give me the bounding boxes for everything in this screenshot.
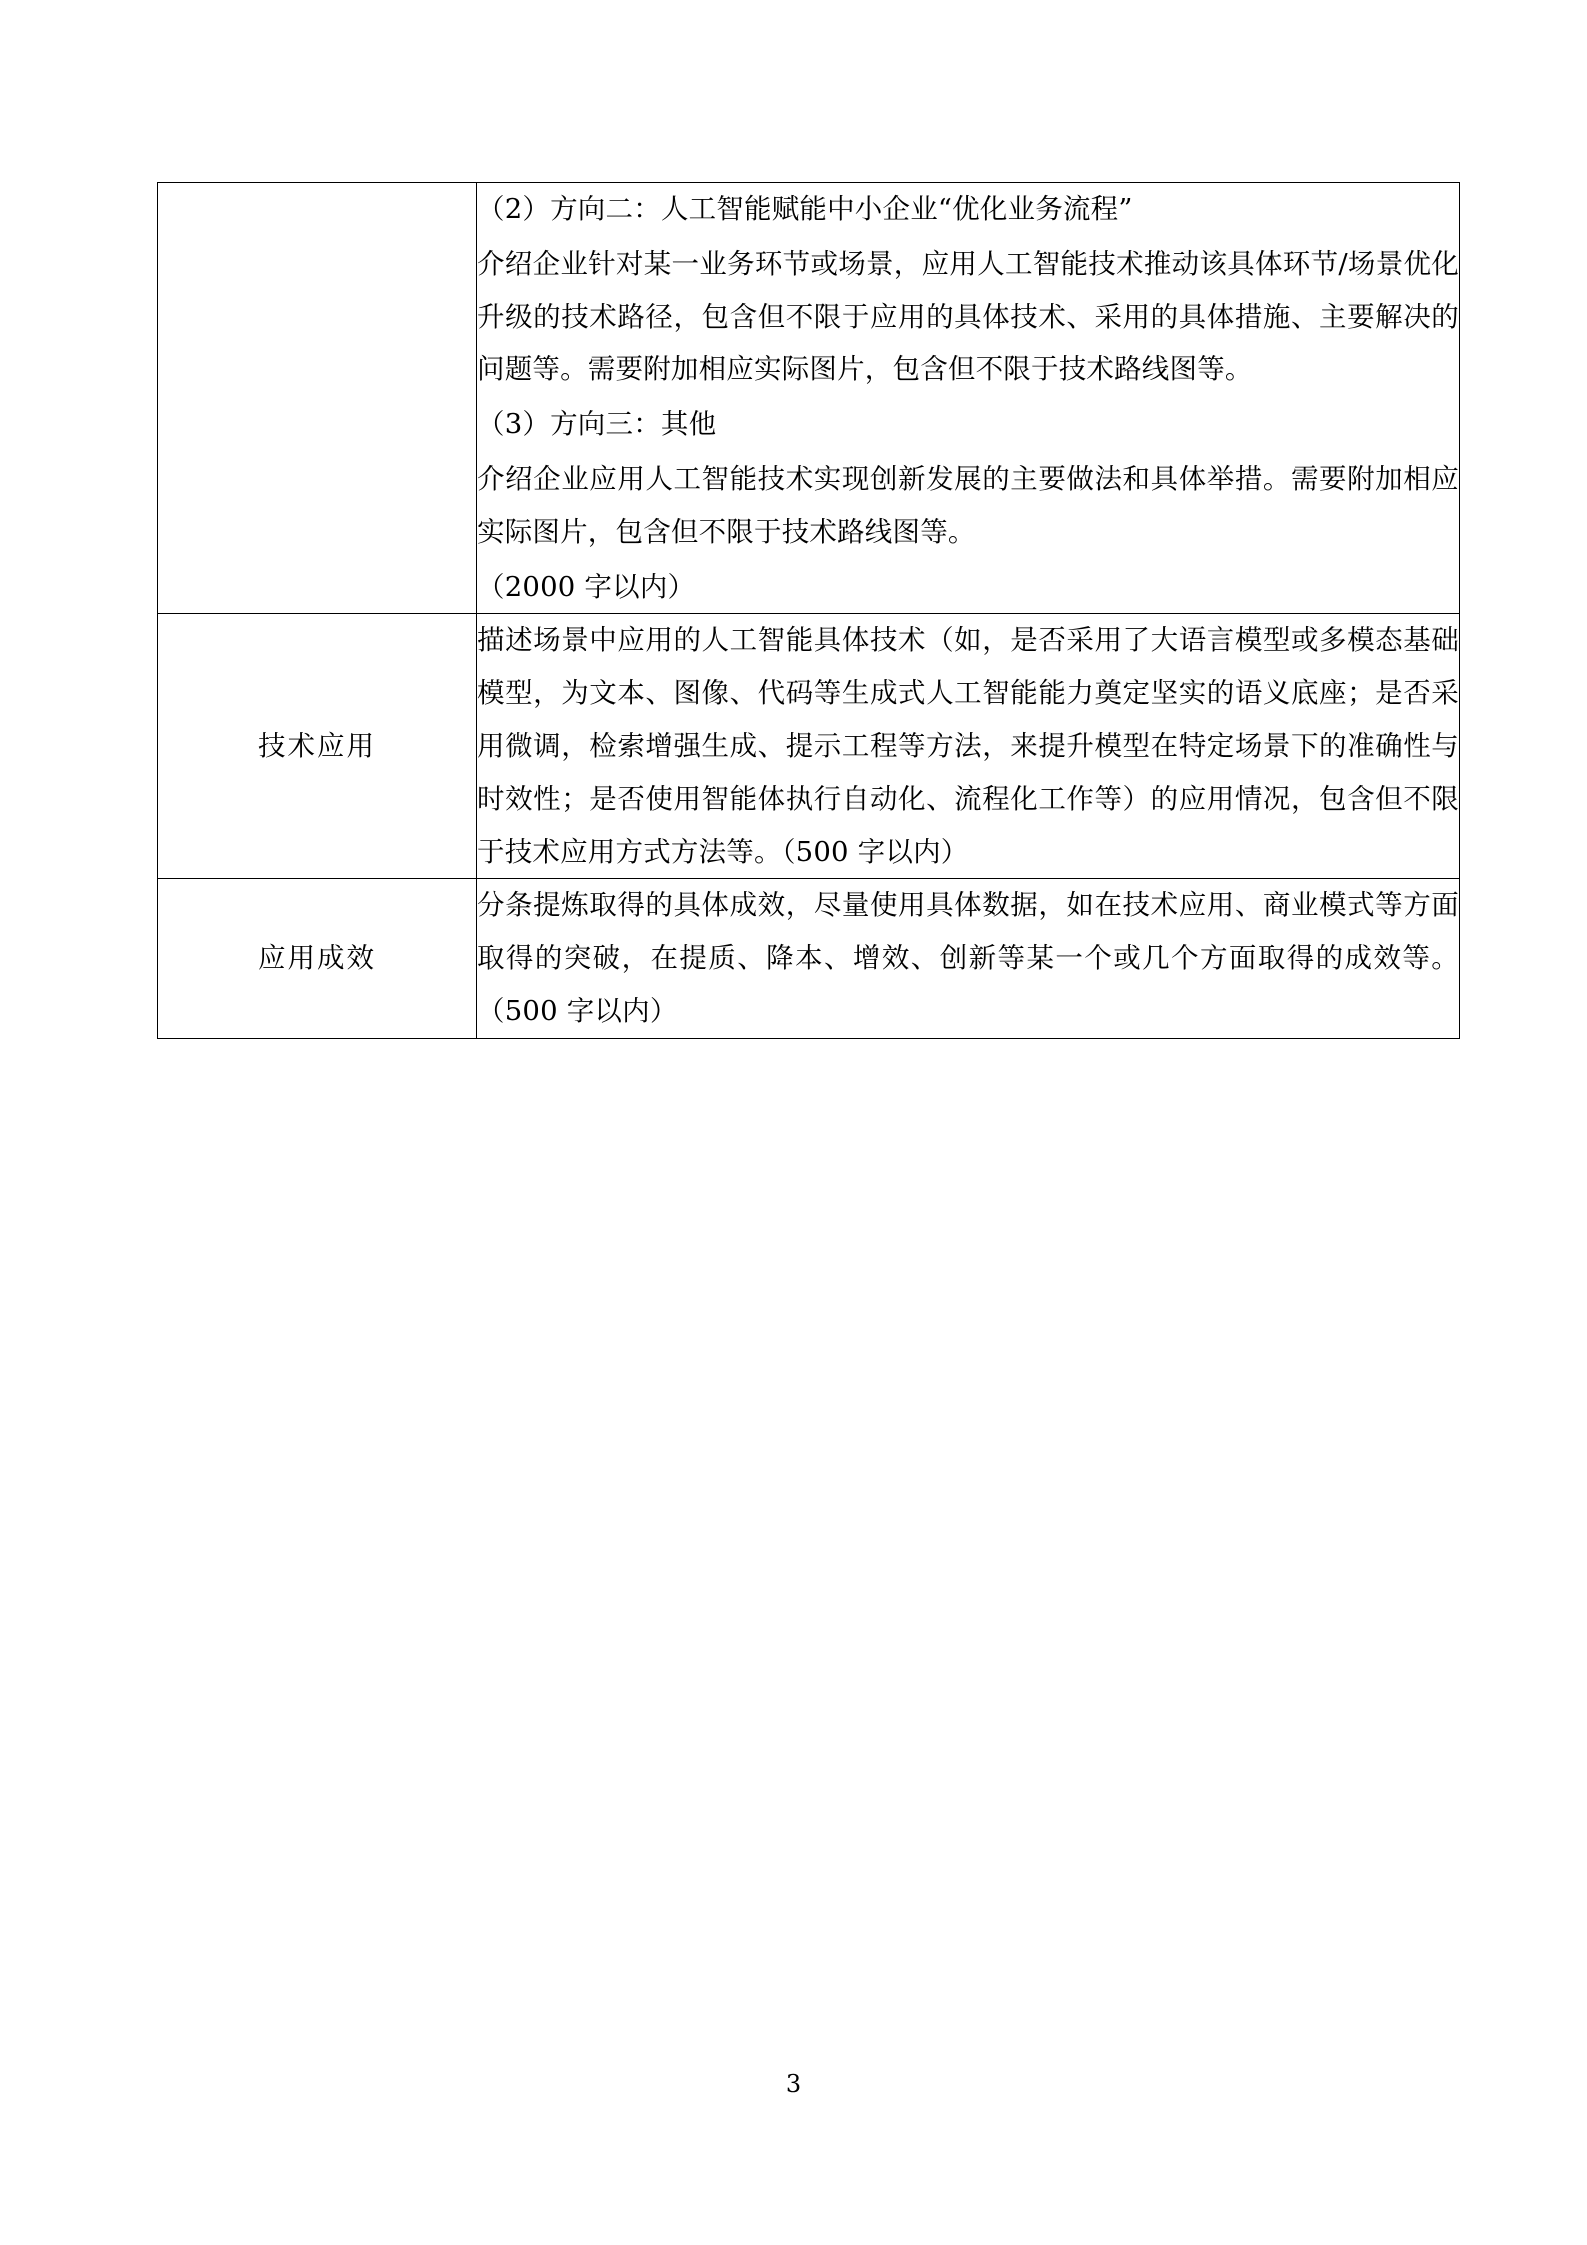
table-row [158, 183, 1460, 614]
row-label-cell-1 [158, 183, 477, 614]
paragraph-direction-two-heading: （2）方向二：人工智能赋能中小企业“优化业务流程” [477, 193, 1133, 225]
paragraph-application-results: 分条提炼取得的具体成效，尽量使用具体数据，如在技术应用、商业模式等方面取得的突破，在提质、降本、增效、创新等某一个或几个方面取得的成效等。（500 字以内） [477, 889, 1459, 1027]
table-body [158, 183, 1460, 1039]
paragraph-word-limit-2000: （2000 字以内） [477, 570, 696, 603]
paragraph-direction-three-body: 介绍企业应用人工智能技术实现创新发展的主要做法和具体举措。需要附加相应实际图片，包含但不限于技术路线图等。 [477, 462, 1459, 548]
paragraph-direction-two-body: 介绍企业针对某一业务环节或场景，应用人工智能技术推动该具体环节/场景优化升级的技术路径，包含但不限于应用的具体技术、采用的具体措施、主要解决的问题等。需要附加相应实际图片，包含但不限于技术路线图等。 [477, 247, 1459, 386]
table-row [158, 614, 1460, 879]
row-body-cell-3 [477, 879, 1460, 1038]
requirements-table [157, 182, 1460, 1039]
row-label-technology-application: 技术应用 [258, 730, 376, 763]
row-body-cell-1 [477, 183, 1460, 614]
row-label-application-results: 应用成效 [258, 942, 376, 975]
row-body-cell-2 [477, 614, 1460, 879]
table-row [158, 879, 1460, 1038]
page-number: 3 [785, 2070, 802, 2098]
row-label-cell-3 [158, 879, 477, 1038]
paragraph-direction-three-heading: （3）方向三：其他 [477, 408, 717, 441]
paragraph-technology-application: 描述场景中应用的人工智能具体技术（如，是否采用了大语言模型或多模态基础模型，为文本、图像、代码等生成式人工智能能力奠定坚实的语义底座；是否采用微调，检索增强生成、提示工程等方法，来提升模型在特定场景下的准确性与时效性；是否使用智能体执行自动化、流程化工作等）的应用情况，包含但不限于技术应用方式方法等。（500 字以内） [477, 624, 1459, 868]
row-label-cell-2 [158, 614, 477, 879]
